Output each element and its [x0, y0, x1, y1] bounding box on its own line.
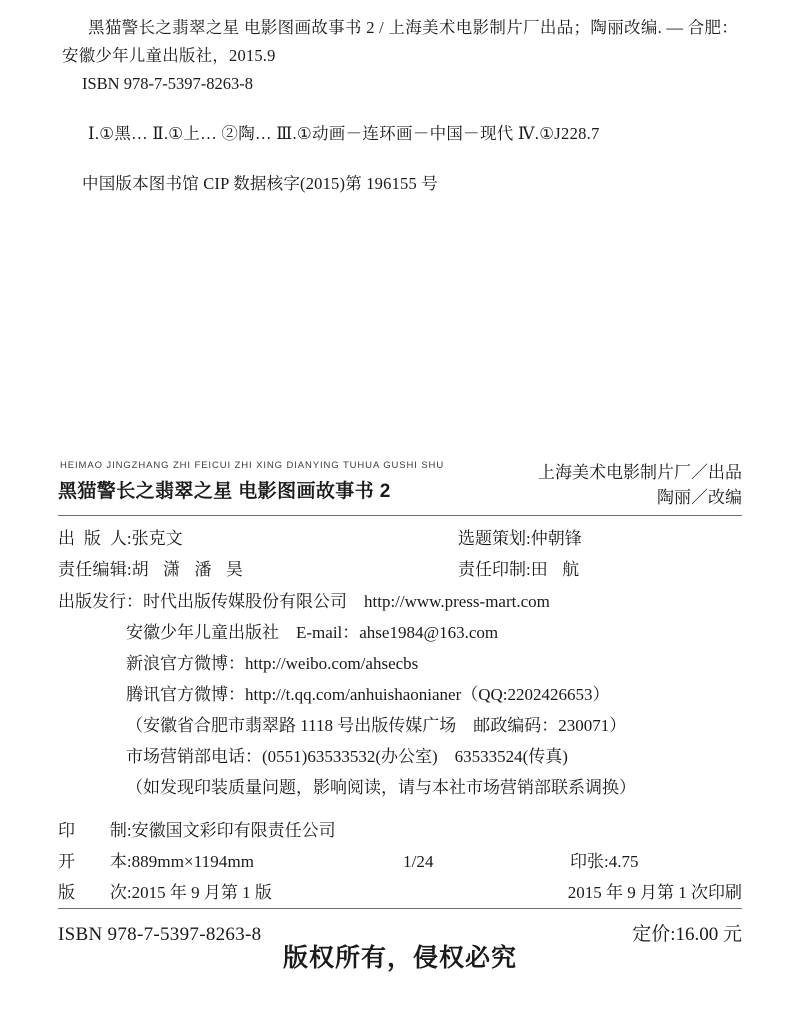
colon: :: [126, 883, 132, 902]
colophon-title-row: [58, 460, 742, 512]
cip-entry: 黑猫警长之翡翠之星 电影图画故事书 2 / 上海美术电影制片厂出品；陶丽改编. — 合肥：安徽少年儿童出版社，2015.9: [62, 18, 738, 65]
spec-row-edition: [58, 877, 742, 908]
distribution-line: 安徽少年儿童出版社 E-mail：ahse1984@163.com: [126, 623, 499, 642]
format-value: 889mm×1194mm: [131, 852, 255, 871]
credit-row: [58, 523, 742, 554]
colon: :: [126, 821, 132, 840]
sheets-label: 印张: [570, 852, 604, 871]
colon: :: [126, 560, 132, 579]
credits-block: [58, 523, 742, 585]
distribution-line: 腾讯官方微博：http://t.qq.com/anhuishaonianer（QQ:2202426653）: [126, 685, 610, 704]
responsible-editor-value: [132, 560, 243, 579]
distribution-line: 市场营销部电话：(0551)63533532(办公室) 63533524(传真): [126, 747, 568, 766]
distribution-block: [58, 586, 742, 803]
topic-planner-label: 选题策划: [458, 529, 526, 548]
colon: :: [126, 529, 132, 548]
production-supervisor: [458, 554, 579, 585]
credit-row: [58, 554, 742, 585]
name-char: 潇: [163, 560, 181, 579]
distribution-line: （安徽省合肥市翡翠路 1118 号出版传媒广场 邮政编码：230071）: [126, 716, 627, 735]
distribution-line: 出版发行：时代出版传媒股份有限公司 http://www.press-mart.com: [58, 592, 550, 611]
spec-row-format: [58, 846, 742, 877]
colophon: [58, 460, 742, 952]
copyright-notice: 版权所有，侵权必究: [282, 944, 517, 972]
distribution-line: 新浪官方微博：http://weibo.com/ahsecbs: [126, 654, 419, 673]
production-supervisor-value: [531, 560, 579, 579]
printer-label: 印制: [58, 821, 127, 840]
impression-value: 2015 年 9 月第 1 次印刷: [567, 883, 742, 902]
spec-row-print: [58, 815, 742, 846]
responsible-editor: [58, 554, 243, 585]
name-char: 昊: [225, 560, 243, 579]
name-char: 潘: [194, 560, 212, 579]
format-label: 开本: [58, 852, 127, 871]
imprint-adapter: 陶丽／改编: [657, 488, 742, 507]
distribution-line: （如发现印装质量问题，影响阅读，请与本社市场营销部联系调换）: [126, 778, 636, 797]
colon: :: [126, 852, 132, 871]
printer: [58, 815, 336, 846]
cip-classification: Ⅰ.①黑… Ⅱ.①上… ②陶… Ⅲ.①动画－连环画－中国－现代 Ⅳ.①J228.7: [88, 124, 600, 143]
name-char: 胡: [131, 560, 149, 579]
edition: [58, 877, 272, 908]
edition-value: 2015 年 9 月第 1 版: [131, 883, 272, 902]
sheets-value: 4.75: [608, 852, 639, 871]
book-title: 黑猫警长之翡翠之星 电影图画故事书 2: [58, 481, 391, 502]
name-char: 田: [530, 560, 548, 579]
cip-isbn: ISBN 978-7-5397-8263-8: [82, 74, 253, 93]
format: [58, 846, 254, 877]
production-supervisor-label: 责任印制: [458, 560, 526, 579]
publisher-person-label: 出版人: [58, 529, 127, 548]
printer-value: 安徽国文彩印有限责任公司: [131, 821, 336, 840]
pinyin-title: HEIMAO JINGZHANG ZHI FEICUI ZHI XING DIANYING TUHUA GUSHI SHU: [60, 460, 445, 471]
publisher-person-value: 张克文: [131, 529, 183, 548]
colophon-isbn: ISBN 978-7-5397-8263-8: [58, 924, 262, 945]
topic-planner-value: 仲朝锋: [530, 529, 582, 548]
topic-planner: [458, 523, 582, 554]
sheets: [570, 846, 638, 877]
cip-block: [62, 14, 738, 198]
colon: :: [526, 560, 531, 579]
price-label: 定价: [632, 924, 671, 945]
price-value: 16.00 元: [675, 924, 742, 945]
colon: :: [670, 924, 676, 945]
specs-block: [58, 815, 742, 908]
divider-above-isbn: [58, 908, 742, 909]
imprint-block: [538, 460, 742, 510]
colon: :: [604, 852, 609, 871]
name-char: 航: [562, 560, 580, 579]
colon: :: [526, 529, 531, 548]
responsible-editor-label: 责任编辑: [58, 560, 127, 579]
imprint-studio: 上海美术电影制片厂／出品: [538, 463, 742, 482]
publisher-person: [58, 523, 183, 554]
edition-label: 版次: [58, 883, 127, 902]
divider-under-title: [58, 515, 742, 516]
format-fraction: 1/24: [403, 852, 434, 871]
cip-record-number: 中国版本图书馆 CIP 数据核字(2015)第 196155 号: [82, 174, 438, 193]
